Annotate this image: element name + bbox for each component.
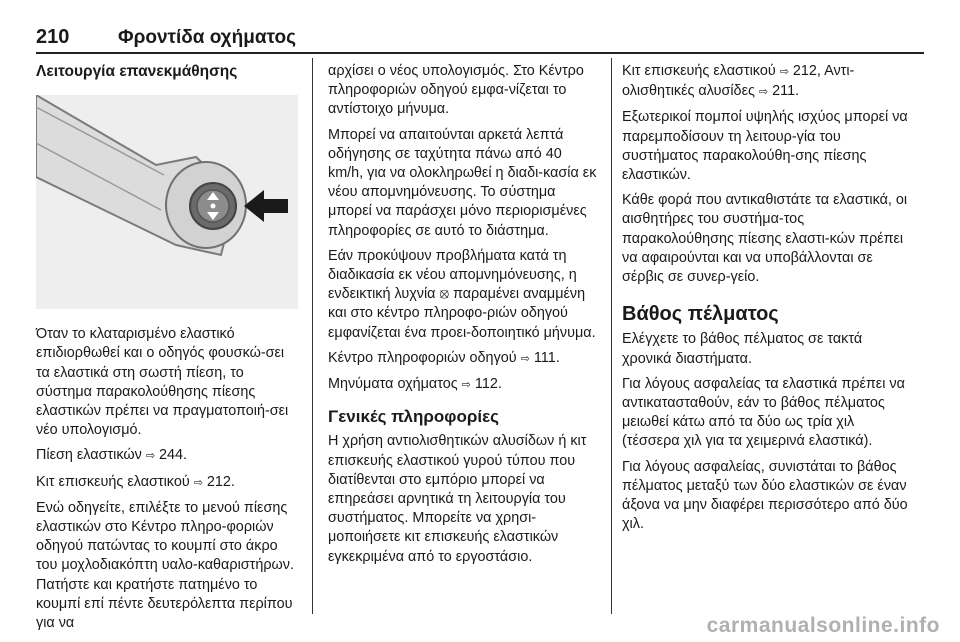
cross-reference: [328, 375, 600, 395]
stalk-illustration-svg: [36, 95, 298, 309]
cross-reference: [622, 62, 914, 102]
xref-page: 211.: [772, 83, 800, 100]
arrow-right-icon: ⇨: [193, 476, 203, 489]
paragraph: Εξωτερικοί πομποί υψηλής ισχύος μπορεί να παρεμποδίσουν τη λειτουρ-γία του συστήματος παρακολούθη-σης πίεσης ελαστικών.: [622, 109, 908, 184]
xref-text: Αντι-ολισθητικές αλυσίδες: [622, 63, 855, 100]
cross-reference: [36, 446, 298, 466]
header-rule: [36, 52, 924, 54]
xref-text: Πίεση ελαστικών: [36, 447, 142, 464]
column-2: [328, 62, 600, 573]
running-title: Φροντίδα οχήματος: [118, 27, 296, 48]
paragraph: [328, 247, 600, 343]
subsection-heading: Γενικές πληροφορίες: [328, 407, 499, 427]
paragraph: Για λόγους ασφαλείας τα ελαστικά πρέπει να αντικατασταθούν, εάν το βάθος πέλματος μειωθεί κάτω από τα δύο ως τρία χιλ (τέσσερα χιλ για τα χειμερινά ελαστικά).: [622, 375, 905, 450]
xref-page: 112.: [474, 376, 502, 393]
section-heading: Βάθος πέλματος: [622, 303, 779, 326]
paragraph: Μπορεί να απαιτούνται αρκετά λεπτά οδήγησης σε ταχύτητα πάνω από 40 km/h, για να ολοκληρωθεί η διαδι-κασία εκ νέου απομνημόνευσης. Το σύστημα μπορεί να παράσχει μόνο περιορισμένες πληροφορίες σε αυτό το διάστημα.: [328, 126, 597, 239]
column-divider: [611, 58, 612, 614]
paragraph: Ενώ οδηγείτε, επιλέξτε το μενού πίεσης ελαστικών στο Κέντρο πληρο-φοριών οδηγού πατώντας το κουμπί στο άκρο του μοχλοδιακόπτη υαλο-καθαριστήρων. Πατήστε και κρατήστε πατημένο το κουμπί επί πέντε δευτερόλεπτα περίπου για να: [36, 499, 294, 632]
page-header: [36, 26, 924, 50]
paragraph-text: παραμένει αναμμένη και στο κέντρο πληροφο-ριών οδηγού εμφανίζεται ένα προει-δοποιητικό μήνυμα.: [328, 286, 596, 341]
watermark: carmanualsonline.info: [706, 614, 940, 637]
cross-reference: [328, 349, 600, 369]
xref-page: 212,: [792, 63, 821, 79]
arrow-right-icon: ⇨: [779, 66, 789, 78]
arrow-right-icon: ⇨: [461, 379, 471, 392]
paragraph: Κάθε φορά που αντικαθιστάτε τα ελαστικά, οι αισθητήρες του συστήμα-τος παρακολούθησης πίεσης ελαστι-κών πρέπει να αφαιρούνται και να υποβάλλονται σε σέρβις σε συνερ-γείο.: [622, 192, 908, 286]
xref-page: 244.: [159, 447, 188, 464]
column-1: [36, 62, 298, 639]
tyre-pressure-stalk-button-illustration: [36, 95, 298, 309]
cross-reference: [36, 473, 298, 493]
paragraph: Όταν το κλαταρισμένο ελαστικό επιδιορθωθεί και ο οδηγός φουσκώ-σει τα ελαστικά στη σωστή πίεση, το σύστημα παρακολούθησης πίεσης ελαστικών πρέπει να πραγματοποιή-σει νέο υπολογισμό.: [36, 326, 289, 439]
arrow-right-icon: ⇨: [520, 352, 530, 365]
xref-page: 212.: [206, 473, 235, 490]
xref-text: Κέντρο πληροφοριών οδηγού: [328, 349, 517, 366]
arrow-right-icon: ⇨: [145, 450, 156, 463]
column-3: [622, 62, 914, 540]
arrow-right-icon: ⇨: [758, 86, 769, 99]
paragraph-text: Εάν προκύψουν προβλήματα κατά τη διαδικασία εκ νέου απομνημόνευσης, η ενδεικτική λυχνία: [328, 247, 577, 303]
paragraph: Ελέγχετε το βάθος πέλματος σε τακτά χρονικά διαστήματα.: [622, 331, 863, 367]
page-number: 210: [36, 26, 70, 48]
paragraph: Για λόγους ασφαλείας, συνιστάται το βάθος πέλματος μεταξύ των δύο ελαστικών σε έναν άξονα να μην διαφέρει περισσότερο από δύο χιλ.: [622, 458, 908, 533]
xref-text: Κιτ επισκευής ελαστικού: [622, 63, 776, 79]
column-divider: [312, 58, 313, 614]
tyre-warning-lamp-icon: ⦻: [439, 286, 450, 303]
section-heading: Λειτουργία επανεκμάθησης: [36, 63, 238, 80]
paragraph: Η χρήση αντιολισθητικών αλυσίδων ή κιτ επισκευής ελαστικού γυρού τύπου που διατίθενται στο εμπόριο μπορεί να επηρεάσει αρνητικά τη λειτουργία του συστήματος. Μπορείτε να χρησι-μοποιήσετε κιτ επισκευής ελαστικών εγκεκριμένα από το εργοστάσιο.: [328, 433, 587, 565]
xref-text: Κιτ επισκευής ελαστικού: [36, 473, 190, 490]
xref-text: Μηνύματα οχήματος: [328, 376, 458, 393]
xref-page: 111.: [533, 349, 560, 366]
paragraph: αρχίσει ο νέος υπολογισμός. Στο Κέντρο πληροφοριών οδηγού εμφα-νίζεται το αντίστοιχο μήνυμα.: [328, 63, 584, 118]
